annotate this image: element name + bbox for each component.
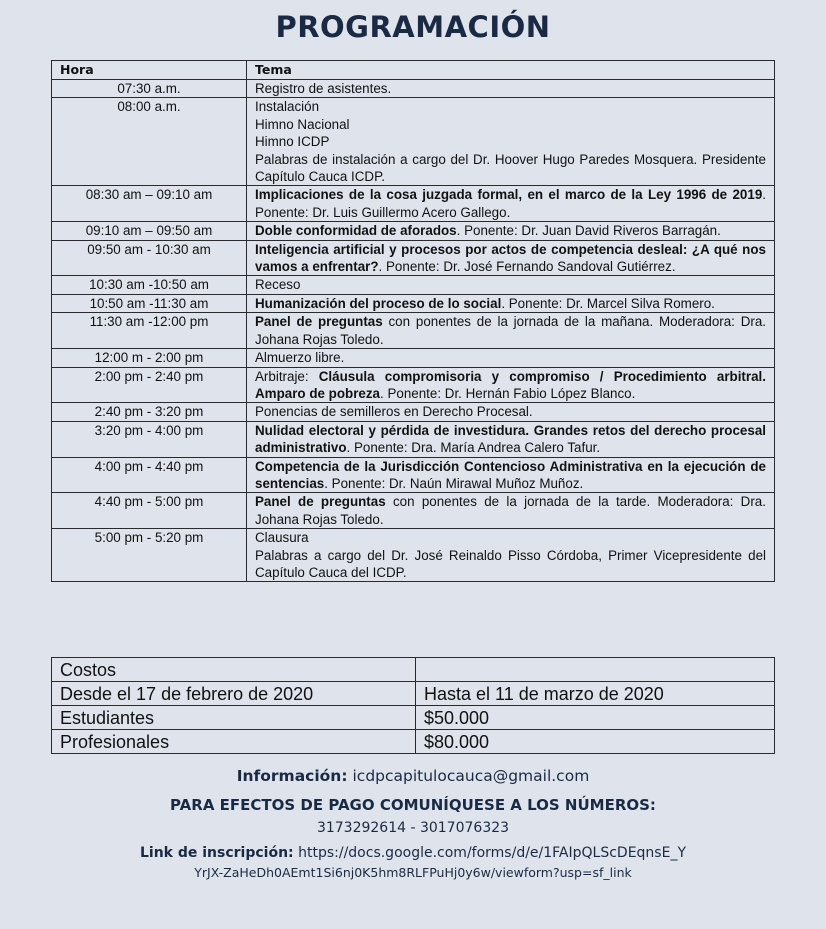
info-email[interactable]: icdpcapitulocauca@gmail.com [352, 767, 590, 785]
topic-text: Almuerzo libre. [255, 350, 345, 366]
info-label: Información: [236, 767, 348, 785]
schedule-row [52, 294, 775, 312]
schedule-time: 08:00 a.m. [52, 98, 247, 186]
schedule-row [52, 367, 775, 403]
schedule-header-row [52, 61, 775, 80]
schedule-row [52, 98, 775, 186]
schedule-row [52, 421, 775, 457]
costs-label: Desde el 17 de febrero de 2020 [52, 682, 416, 706]
topic-title: Panel de preguntas [255, 494, 386, 510]
costs-label: Costos [52, 658, 416, 682]
topic-text: Ponencias de semilleros en Derecho Procesal. [255, 404, 533, 420]
topic-title: Panel de preguntas [255, 314, 383, 330]
topic-title: Implicaciones de la cosa juzgada formal, en el marco de la Ley 1996 de 2019 [255, 187, 763, 203]
topic-text: Receso [255, 277, 301, 293]
topic-text: con ponentes de la jornada de la tarde. Moderadora: Dra. Johana Rojas Toledo. [255, 494, 766, 527]
schedule-topic [247, 294, 775, 312]
topic-line: Himno Nacional [255, 116, 350, 132]
schedule-row [52, 313, 775, 349]
schedule-time: 08:30 am – 09:10 am [52, 186, 247, 222]
costs-label: Estudiantes [52, 706, 416, 730]
topic-text: . Ponente: Dr. Luis Guillermo Acero Gallego. [255, 187, 766, 220]
topic-title: Competencia de la Jurisdicción Contencioso Administrativa en la ejecución de sentencias [255, 458, 766, 491]
costs-row [52, 730, 775, 754]
topic-title: Cláusula compromisoria y compromiso / Procedimiento arbitral. Amparo de pobreza [255, 368, 766, 401]
schedule-time: 3:20 pm - 4:00 pm [52, 421, 247, 457]
phone-numbers: 3173292614 - 3017076323 [316, 820, 510, 836]
schedule-topic [247, 529, 775, 582]
schedule-time: 5:00 pm - 5:20 pm [52, 529, 247, 582]
link-url-part-2[interactable]: YrJX-ZaHeDh0AEmt1Si6nj0K5hm8RLFPuHj0y6w/viewform?usp=sf_link [194, 865, 632, 880]
schedule-time: 10:50 am -11:30 am [52, 294, 247, 312]
schedule-time: 11:30 am -12:00 pm [52, 313, 247, 349]
topic-line: Palabras a cargo del Dr. José Reinaldo Pisso Córdoba, Primer Vicepresidente del Capítulo Cauca del ICDP. [255, 547, 766, 580]
topic-text: . Ponente: Dra. María Andrea Calero Tafur. [346, 440, 601, 456]
schedule-row [52, 240, 775, 276]
schedule-topic [247, 240, 775, 276]
schedule-topic [247, 222, 775, 240]
topic-text: con ponentes de la jornada de la mañana. Moderadora: Dra. Johana Rojas Toledo. [255, 314, 766, 347]
schedule-row [52, 186, 775, 222]
costs-value [416, 658, 775, 682]
schedule-time: 09:10 am – 09:50 am [52, 222, 247, 240]
header-tema: Tema [247, 61, 775, 80]
topic-title: Nulidad electoral y pérdida de investidura. Grandes retos del derecho procesal administrativo [255, 422, 766, 456]
costs-value: $80.000 [416, 730, 775, 754]
topic-line: Himno ICDP [255, 134, 330, 150]
topic-line: Clausura [255, 530, 309, 546]
schedule-topic [247, 98, 775, 186]
schedule-row [52, 529, 775, 582]
costs-value: Hasta el 11 de marzo de 2020 [416, 682, 775, 706]
schedule-table [51, 60, 775, 582]
topic-text: . Ponente: Dr. José Fernando Sandoval Gutiérrez. [378, 259, 676, 275]
topic-text: . Ponente: Dr. Marcel Silva Romero. [501, 295, 715, 311]
schedule-row [52, 80, 775, 98]
schedule-topic [247, 493, 775, 529]
info-line [0, 767, 826, 785]
costs-table [51, 657, 775, 754]
schedule-row [52, 457, 775, 493]
costs-row [52, 682, 775, 706]
link-url-part-1[interactable]: https://docs.google.com/forms/d/e/1FAIpQLScDEqnsE_Y [298, 845, 686, 861]
costs-value: $50.000 [416, 706, 775, 730]
schedule-topic [247, 349, 775, 367]
topic-text: . Ponente: Dr. Juan David Riveros Barragán. [456, 223, 721, 239]
topic-text: . Ponente: Dr. Hernán Fabio López Blanco. [380, 385, 636, 401]
schedule-time: 09:50 am - 10:30 am [52, 240, 247, 276]
schedule-topic [247, 403, 775, 421]
schedule-row [52, 493, 775, 529]
schedule-time: 07:30 a.m. [52, 80, 247, 98]
schedule-time: 4:00 pm - 4:40 pm [52, 457, 247, 493]
schedule-time: 2:40 pm - 3:20 pm [52, 403, 247, 421]
link-line [0, 845, 826, 861]
schedule-time: 2:00 pm - 2:40 pm [52, 367, 247, 403]
topic-text: Registro de asistentes. [255, 81, 392, 96]
schedule-time: 12:00 m - 2:00 pm [52, 349, 247, 367]
schedule-time: 10:30 am -10:50 am [52, 276, 247, 294]
schedule-row [52, 222, 775, 240]
schedule-row [52, 276, 775, 294]
schedule-row [52, 349, 775, 367]
costs-label: Profesionales [52, 730, 416, 754]
pago-heading: PARA EFECTOS DE PAGO COMUNÍQUESE A LOS NÚMEROS: [170, 796, 656, 814]
link-label: Link de inscripción: [139, 845, 294, 861]
topic-line: Instalación [255, 99, 320, 115]
schedule-topic [247, 80, 775, 98]
topic-text: Arbitraje: [255, 368, 319, 384]
topic-text: . Ponente: Dr. Naún Mirawal Muñoz Muñoz. [324, 475, 584, 491]
header-hora: Hora [52, 61, 247, 80]
schedule-topic [247, 421, 775, 457]
schedule-topic [247, 186, 775, 222]
costs-row [52, 706, 775, 730]
topic-title: Inteligencia artificial y procesos por actos de competencia desleal: ¿A qué nos vamos a enfrentar? [255, 241, 766, 275]
schedule-topic [247, 313, 775, 349]
schedule-topic [247, 276, 775, 294]
topic-title: Humanización del proceso de lo social [255, 295, 502, 311]
topic-title: Doble conformidad de aforados [255, 223, 457, 239]
costs-row [52, 658, 775, 682]
schedule-row [52, 403, 775, 421]
schedule-topic [247, 367, 775, 403]
schedule-time: 4:40 pm - 5:00 pm [52, 493, 247, 529]
topic-line: Palabras de instalación a cargo del Dr. Hoover Hugo Paredes Mosquera. Presidente Capítulo Cauca ICDP. [255, 151, 766, 185]
page-title: PROGRAMACIÓN [275, 10, 551, 44]
schedule-topic [247, 457, 775, 493]
